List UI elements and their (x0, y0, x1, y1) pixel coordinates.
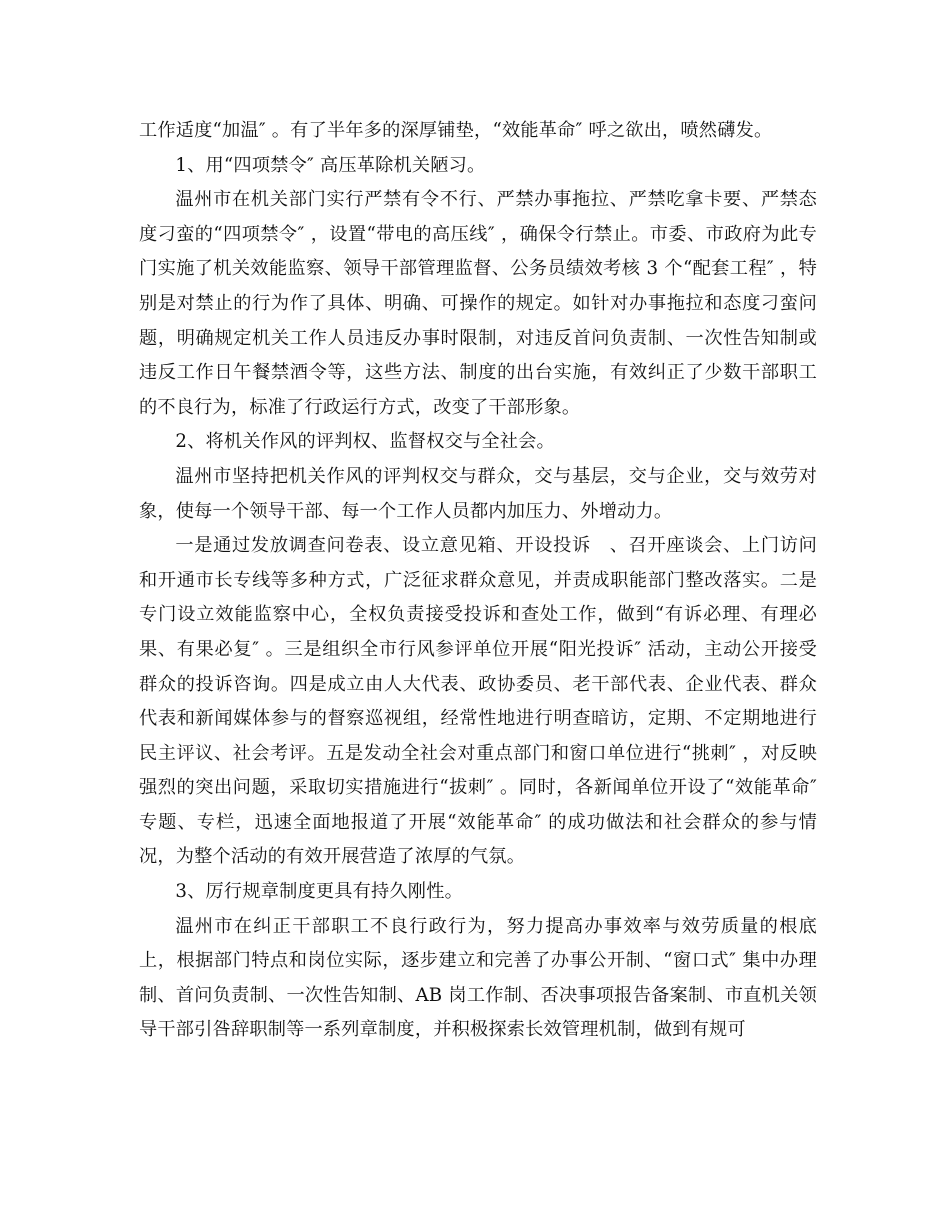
paragraph-five-measures: 一是通过发放调查问卷表、设立意见箱、开设投诉 、召开座谈会、上门访问和开通市长专线等多种方式，广泛征求群众意见，并责成职能部门整改落实。二是专门设立效能监察中心，全权负责接受投诉和查处工作，做到“有诉必理、有理必果、有果必复″ 。三是组织全市行风参评单位开展“阳光投诉″ 活动，主动公开接受群众的投诉咨询。四是成立由人大代表、政协委员、老干部代表、企业代表、群众代表和新闻媒体参与的督察巡视组，经常性地进行明查暗访，定期、不定期地进行民主评议、社会考评。五是发动全社会对重点部门和窗口单位进行“挑刺″ ，对反映强烈的突出问题，采取切实措施进行“拔刺″ 。同时，各新闻单位开设了“效能革命″ 专题、专栏，迅速全面地报道了开展“效能革命″ 的成功做法和社会群众的参与情况，为整个活动的有效开展营造了浓厚的气氛。 (139, 535, 817, 868)
heading-regulations: 3、厉行规章制度更具有持久刚性。 (175, 881, 463, 903)
paragraph-continuation: 工作适度“加温″ 。有了半年多的深厚铺垫，“效能革命″ 呼之欲出，喷然礴发。 (139, 120, 773, 141)
paragraph-evaluation-rights: 温州市坚持把机关作风的评判权交与群众，交与基层，交与企业，交与效劳对象，使每一个领导干部、每一个工作人员都内加压力、外增动力。 (139, 465, 817, 522)
heading-four-prohibitions: 1、用“四项禁令″ 高压革除机关陋习。 (175, 154, 486, 176)
heading-evaluation-rights: 2、将机关作风的评判权、监督权交与全社会。 (175, 431, 555, 453)
paragraph-regulations: 温州市在纠正干部职工不良行政行为，努力提高办事效率与效劳质量的根底上，根据部门特点和岗位实际，逐步建立和完善了办事公开制、“窗口式″ 集中办理制、首问负责制、一次性告知制、AB 岗工作制、否决事项报告备案制、市直机关领导干部引咎辞职制等一系列章制度，并积极探索长效管理机制，做到有规可 (139, 915, 817, 1041)
document-body (139, 114, 817, 1048)
paragraph-four-prohibitions: 温州市在机关部门实行严禁有令不行、严禁办事拖拉、严禁吃拿卡要、严禁态度刁蛮的“四项禁令″ ，设置“带电的高压线″ ，确保令行禁止。市委、市政府为此专门实施了机关效能监察、领导干部管理监督、公务员绩效考核 3 个“配套工程″ ，特别是对禁止的行为作了具体、明确、可操作的规定。如针对办事拖拉和态度刁蛮问题，明确规定机关工作人员违反办事时限制，对违反首问负责制、一次性告知制或违反工作日午餐禁酒令等，这些方法、制度的出台实施，有效纠正了少数干部职工的不良行为，标准了行政运行方式，改变了干部形象。 (139, 189, 817, 418)
